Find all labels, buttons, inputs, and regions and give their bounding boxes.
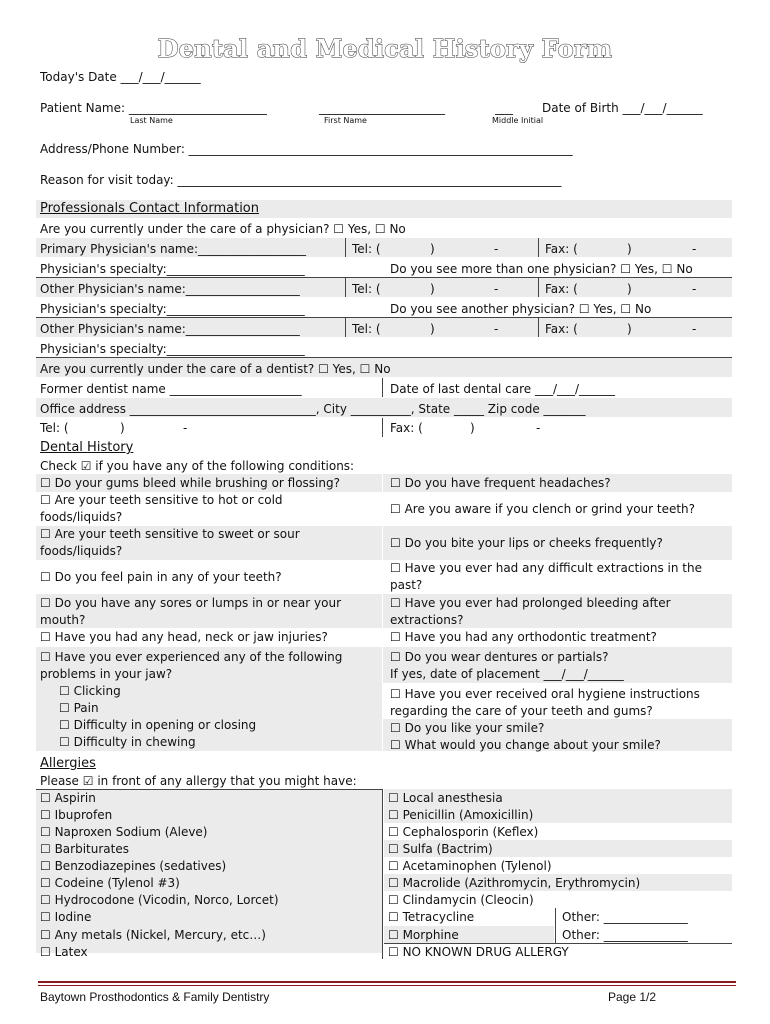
allergy-no-known-drug-allergy[interactable]: ☐ NO KNOWN DRUG ALLERGY <box>388 945 569 959</box>
allergy-aspirin[interactable]: ☐ Aspirin <box>40 791 96 805</box>
office-address-field[interactable]: Office address _______________________________, City __________, State _____ Zip code _______ <box>40 402 586 416</box>
dental-q-jaw-problems[interactable]: ☐ Have you ever experienced any of the following <box>40 650 343 664</box>
other-physician-2-specialty-field[interactable]: Physician's specialty:_______________________ <box>40 342 305 356</box>
other-physician-specialty-field[interactable]: Physician's specialty:_______________________ <box>40 302 305 316</box>
other-physician-fax-label[interactable]: Fax: ( <box>545 282 578 296</box>
primary-physician-tel-label[interactable]: Tel: ( <box>352 242 381 256</box>
fax-close-paren: ) <box>627 282 632 296</box>
dental-q-tooth-pain[interactable]: ☐ Do you feel pain in any of your teeth? <box>40 570 282 584</box>
dental-q-sores-lumps[interactable]: ☐ Do you have any sores or lumps in or near your <box>40 596 341 610</box>
middle-initial-caption: Middle Initial <box>492 116 544 125</box>
dentist-fax-label[interactable]: Fax: ( <box>390 421 423 435</box>
first-name-caption: First Name <box>324 116 367 125</box>
tel-close-paren: ) <box>120 421 125 435</box>
former-dentist-field[interactable]: Former dentist name ______________________ <box>40 382 302 396</box>
dental-q-gums-bleed[interactable]: ☐ Do your gums bleed while brushing or flossing? <box>40 476 340 490</box>
dental-q-oral-hygiene-cont: regarding the care of your teeth and gums? <box>390 704 653 718</box>
fax-dash: - <box>536 421 541 435</box>
allergy-hydrocodone[interactable]: ☐ Hydrocodone (Vicodin, Norco, Lorcet) <box>40 893 279 907</box>
tel-close-paren: ) <box>430 242 435 256</box>
primary-physician-fax-label[interactable]: Fax: ( <box>545 242 578 256</box>
other-physician-name-field[interactable]: Other Physician's name:___________________ <box>40 282 300 296</box>
patient-last-name-field[interactable]: Patient Name: _______________________ <box>40 101 267 115</box>
allergy-local-anesthesia[interactable]: ☐ Local anesthesia <box>388 791 503 805</box>
dental-q-prolonged-bleeding-cont: extractions? <box>390 613 464 627</box>
dental-q-jaw-problems-cont: problems in your jaw? <box>40 667 173 681</box>
other-physician-tel-label[interactable]: Tel: ( <box>352 282 381 296</box>
fax-dash: - <box>692 242 697 256</box>
dentist-tel-label[interactable]: Tel: ( <box>40 421 69 435</box>
dental-q-sensitive-hot-cold[interactable]: ☐ Are your teeth sensitive to hot or cold <box>40 493 283 507</box>
allergy-naproxen[interactable]: ☐ Naproxen Sodium (Aleve) <box>40 825 208 839</box>
allergy-metals[interactable]: ☐ Any metals (Nickel, Mercury, etc…) <box>40 928 266 942</box>
other-physician-2-fax-label[interactable]: Fax: ( <box>545 322 578 336</box>
allergy-iodine[interactable]: ☐ Iodine <box>40 910 92 924</box>
dental-q-difficult-extractions[interactable]: ☐ Have you ever had any difficult extractions in the <box>390 561 702 575</box>
another-physician-question[interactable]: Do you see another physician? ☐ Yes, ☐ No <box>390 302 652 316</box>
form-title: Dental and Medical History Form <box>157 34 613 63</box>
professionals-heading: Professionals Contact Information <box>40 201 259 216</box>
allergy-tetracycline[interactable]: ☐ Tetracycline <box>388 910 475 924</box>
patient-first-name-field[interactable]: _____________________ <box>319 101 445 115</box>
physician-care-question[interactable]: Are you currently under the care of a physician? ☐ Yes, ☐ No <box>40 222 406 236</box>
allergy-barbiturates[interactable]: ☐ Barbiturates <box>40 842 129 856</box>
tel-dash: - <box>494 282 499 296</box>
dental-q-bite-lips[interactable]: ☐ Do you bite your lips or cheeks frequently? <box>390 536 663 550</box>
allergies-heading: Allergies <box>40 756 96 771</box>
dental-q-head-neck-jaw-injuries[interactable]: ☐ Have you had any head, neck or jaw injuries? <box>40 630 328 644</box>
dental-q-jaw-pain[interactable]: ☐ Pain <box>59 701 99 715</box>
dental-q-sores-lumps-cont: mouth? <box>40 613 86 627</box>
allergy-other-2-field[interactable]: Other: ______________ <box>562 928 688 942</box>
fax-close-paren: ) <box>627 322 632 336</box>
last-name-caption: Last Name <box>130 116 173 125</box>
allergies-intro: Please ☑ in front of any allergy that you might have: <box>40 774 357 788</box>
dental-q-date-of-placement[interactable]: If yes, date of placement ___/___/______ <box>390 667 624 681</box>
dental-q-like-smile[interactable]: ☐ Do you like your smile? <box>390 721 545 735</box>
allergy-acetaminophen[interactable]: ☐ Acetaminophen (Tylenol) <box>388 859 552 873</box>
tel-dash: - <box>494 322 499 336</box>
tel-close-paren: ) <box>430 322 435 336</box>
tel-dash: - <box>183 421 188 435</box>
dental-q-jaw-opening-closing[interactable]: ☐ Difficulty in opening or closing <box>59 718 257 732</box>
dental-q-change-smile[interactable]: ☐ What would you change about your smile? <box>390 738 661 752</box>
dental-q-dentures[interactable]: ☐ Do you wear dentures or partials? <box>390 650 609 664</box>
physician-specialty-field[interactable]: Physician's specialty:_______________________ <box>40 262 305 276</box>
last-dental-care-field[interactable]: Date of last dental care ___/___/______ <box>390 382 616 396</box>
allergy-ibuprofen[interactable]: ☐ Ibuprofen <box>40 808 113 822</box>
dental-q-sensitive-sweet-sour[interactable]: ☐ Are your teeth sensitive to sweet or sour <box>40 527 300 541</box>
other-physician-2-tel-label[interactable]: Tel: ( <box>352 322 381 336</box>
allergy-benzodiazepines[interactable]: ☐ Benzodiazepines (sedatives) <box>40 859 227 873</box>
more-physicians-question[interactable]: Do you see more than one physician? ☐ Yes, ☐ No <box>390 262 693 276</box>
primary-physician-name-field[interactable]: Primary Physician's name:__________________ <box>40 242 307 256</box>
patient-middle-initial-field[interactable]: ___ <box>495 101 513 115</box>
address-phone-field[interactable]: Address/Phone Number: ________________________________________________________________ <box>40 142 573 156</box>
allergy-other-1-field[interactable]: Other: ______________ <box>562 910 688 924</box>
fax-close-paren: ) <box>627 242 632 256</box>
allergy-codeine[interactable]: ☐ Codeine (Tylenol #3) <box>40 876 180 890</box>
tel-close-paren: ) <box>430 282 435 296</box>
todays-date-field[interactable]: Today's Date ___/___/______ <box>40 70 201 84</box>
dental-q-sensitive-hot-cold-cont: foods/liquids? <box>40 510 123 524</box>
footer-page-number: Page 1/2 <box>608 990 657 1004</box>
other-physician-2-name-field[interactable]: Other Physician's name:___________________ <box>40 322 300 336</box>
dental-q-oral-hygiene[interactable]: ☐ Have you ever received oral hygiene instructions <box>390 687 700 701</box>
tel-dash: - <box>494 242 499 256</box>
dental-q-sensitive-sweet-sour-cont: foods/liquids? <box>40 544 123 558</box>
allergy-morphine[interactable]: ☐ Morphine <box>388 928 459 942</box>
dental-q-clench-grind[interactable]: ☐ Are you aware if you clench or grind your teeth? <box>390 502 696 516</box>
dental-history-heading: Dental History <box>40 440 134 455</box>
dental-q-difficult-extractions-cont: past? <box>390 578 423 592</box>
reason-for-visit-field[interactable]: Reason for visit today: ________________________________________________________________ <box>40 173 562 187</box>
allergy-clindamycin[interactable]: ☐ Clindamycin (Cleocin) <box>388 893 534 907</box>
dental-q-prolonged-bleeding[interactable]: ☐ Have you ever had prolonged bleeding after <box>390 596 671 610</box>
allergy-penicillin[interactable]: ☐ Penicillin (Amoxicillin) <box>388 808 534 822</box>
allergy-sulfa[interactable]: ☐ Sulfa (Bactrim) <box>388 842 493 856</box>
fax-close-paren: ) <box>470 421 475 435</box>
fax-dash: - <box>692 322 697 336</box>
date-of-birth-field[interactable]: Date of Birth ___/___/______ <box>542 101 703 115</box>
dental-q-jaw-chewing[interactable]: ☐ Difficulty in chewing <box>59 735 196 749</box>
allergy-cephalosporin[interactable]: ☐ Cephalosporin (Keflex) <box>388 825 539 839</box>
dental-q-orthodontic[interactable]: ☐ Have you had any orthodontic treatment? <box>390 630 657 644</box>
allergy-latex[interactable]: ☐ Latex <box>40 945 88 959</box>
footer-practice-name: Baytown Prosthodontics & Family Dentistry <box>40 990 270 1004</box>
dentist-care-question[interactable]: Are you currently under the care of a dentist? ☐ Yes, ☐ No <box>40 362 391 376</box>
allergy-macrolide[interactable]: ☐ Macrolide (Azithromycin, Erythromycin) <box>388 876 641 890</box>
fax-dash: - <box>692 282 697 296</box>
dental-q-jaw-clicking[interactable]: ☐ Clicking <box>59 684 121 698</box>
dental-history-intro: Check ☑ if you have any of the following conditions: <box>40 459 355 473</box>
dental-q-headaches[interactable]: ☐ Do you have frequent headaches? <box>390 476 611 490</box>
